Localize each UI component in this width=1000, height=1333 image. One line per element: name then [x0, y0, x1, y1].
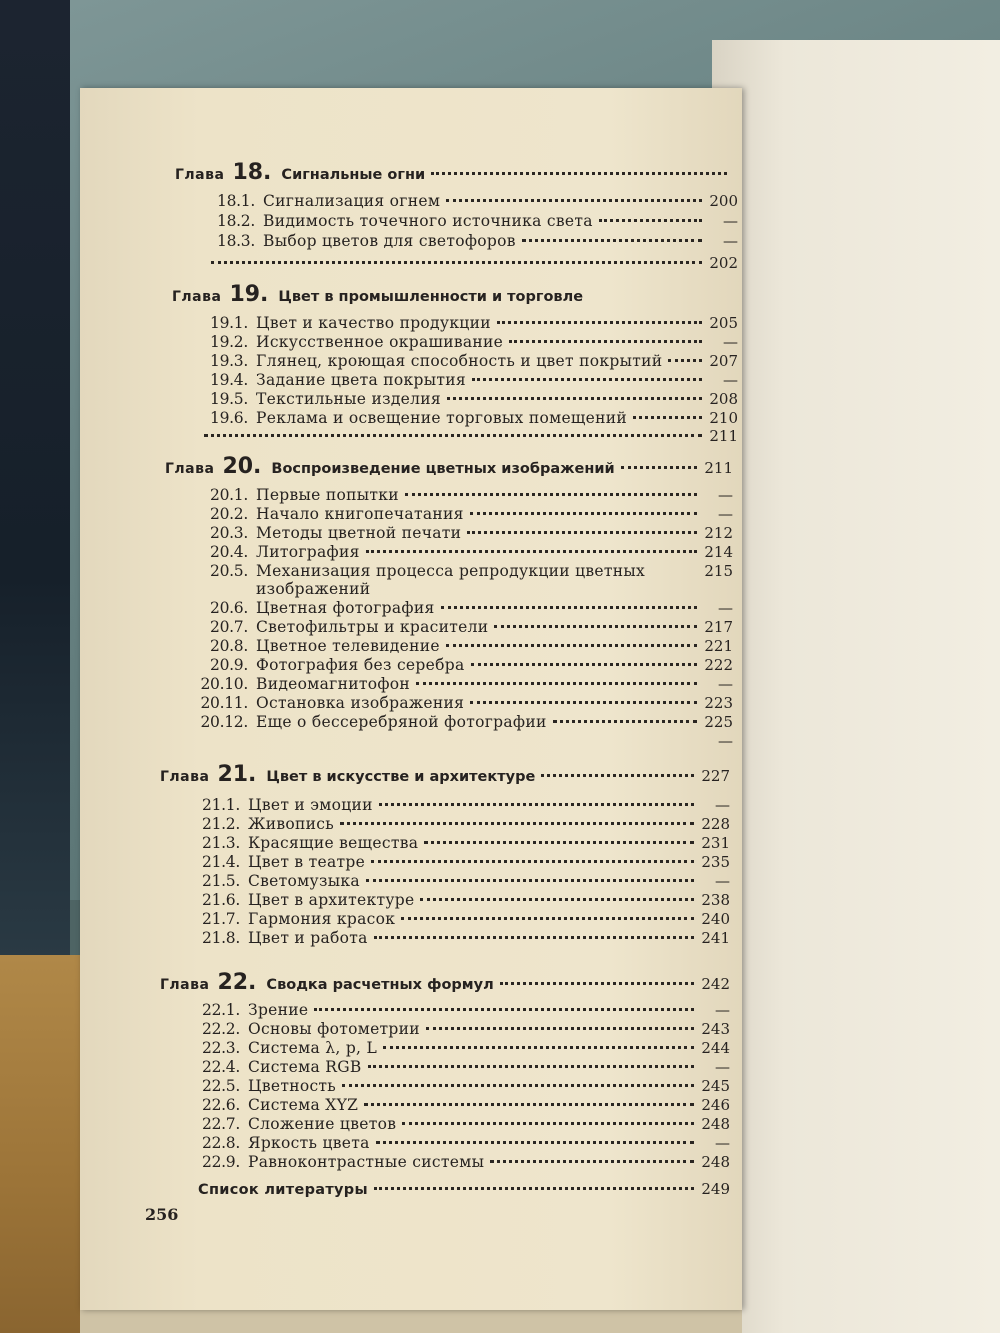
section-page: — [715, 872, 730, 890]
dot-leader [211, 261, 702, 264]
chapter-label: Глава [175, 167, 225, 183]
toc-entry [198, 314, 738, 334]
toc-entry [198, 543, 733, 563]
facing-blank-page [712, 40, 1000, 1333]
dot-leader [497, 321, 702, 324]
chapter-20-heading [165, 454, 733, 480]
section-title: Живопись [248, 815, 334, 833]
dot-leader [374, 1187, 694, 1190]
section-number: 20.12. [200, 713, 248, 731]
toc-entry [205, 254, 738, 274]
section-page: 212 [704, 524, 733, 542]
section-number: 18.3. [217, 232, 255, 250]
section-page: — [715, 1058, 730, 1076]
section-page: 211 [709, 427, 738, 445]
section-number: 21.6. [202, 891, 240, 909]
dot-leader [416, 682, 697, 685]
chapter-title: Сигнальные огни [281, 167, 426, 183]
dot-leader [402, 1122, 694, 1125]
toc-entry [190, 872, 730, 892]
section-number: 22.8. [202, 1134, 240, 1152]
section-title: Видеомагнитофон [256, 675, 411, 693]
dot-leader [633, 416, 702, 419]
dot-leader [383, 1046, 694, 1049]
toc-entry [190, 834, 730, 854]
section-number: 20.4. [210, 543, 248, 561]
dot-leader [374, 936, 694, 939]
dot-leader [522, 239, 702, 242]
chapter-number: 19. [229, 282, 269, 307]
section-number: 22.1. [202, 1001, 240, 1019]
book-page [80, 88, 742, 1310]
section-title: Выбор цветов для светофоров [263, 232, 516, 250]
section-page: 208 [709, 390, 738, 408]
toc-entry-bibliography [198, 1180, 730, 1200]
dot-leader [599, 219, 702, 222]
dot-leader [401, 917, 694, 920]
dot-leader [420, 898, 694, 901]
toc-entry [198, 562, 733, 582]
chapter-19-heading [172, 282, 738, 308]
dot-leader [366, 879, 694, 882]
toc-entry [190, 815, 730, 835]
dot-leader [204, 739, 697, 742]
chapter-title: Цвет в искусстве и архитектуре [266, 769, 536, 785]
section-page: 214 [704, 543, 733, 561]
section-page: — [723, 232, 738, 250]
section-page: 248 [701, 1153, 730, 1171]
section-page: 240 [701, 910, 730, 928]
toc-entry [190, 1096, 730, 1116]
section-page: 243 [701, 1020, 730, 1038]
toc-entry [205, 212, 738, 232]
section-number: 22.5. [202, 1077, 240, 1095]
section-title: Яркость цвета [248, 1134, 370, 1152]
section-title: Система λ, p, L [248, 1039, 378, 1057]
section-title: Начало книгопечатания [256, 505, 464, 523]
section-title: Остановка изображения [256, 694, 465, 712]
section-page: — [718, 599, 733, 617]
section-title: Механизация процесса репродукции цветных [256, 562, 646, 580]
section-number: 19.6. [210, 409, 248, 427]
section-page: 221 [704, 637, 733, 655]
section-number: 21.5. [202, 872, 240, 890]
chapter-title: Сводка расчетных формул [266, 977, 494, 993]
section-title: Светофильтры и красители [256, 618, 489, 636]
toc-entry [190, 910, 730, 930]
toc-entry [198, 675, 733, 695]
chapter-page: 242 [701, 975, 730, 993]
chapter-number: 21. [217, 762, 257, 787]
section-number: 20.10. [200, 675, 248, 693]
chapter-title: Воспроизведение цветных изображений [271, 461, 615, 477]
section-title: Равноконтрастные системы [248, 1153, 485, 1171]
chapter-page: 211 [704, 459, 733, 477]
toc-entry [198, 599, 733, 619]
toc-entry [190, 853, 730, 873]
section-title: Светомузыка [248, 872, 360, 890]
dot-leader [441, 606, 697, 609]
dot-leader [364, 1103, 694, 1106]
dot-leader [509, 340, 702, 343]
dot-leader [500, 982, 694, 985]
table-of-contents [80, 88, 742, 1310]
background-dark-fabric [0, 0, 70, 960]
section-number: 20.1. [210, 486, 248, 504]
section-number: 21.4. [202, 853, 240, 871]
section-page: — [715, 1134, 730, 1152]
dot-leader [446, 199, 702, 202]
chapter-label: Глава [172, 289, 222, 305]
section-number: 19.2. [210, 333, 248, 351]
toc-entry [198, 371, 738, 391]
dot-leader [431, 172, 727, 175]
section-page: 215 [704, 562, 733, 580]
section-page: — [718, 675, 733, 693]
section-page: — [723, 333, 738, 351]
toc-entry [198, 656, 733, 676]
toc-entry [190, 1020, 730, 1040]
chapter-page: 227 [701, 767, 730, 785]
dot-leader [371, 860, 694, 863]
toc-entry [198, 427, 738, 447]
dot-leader [340, 822, 694, 825]
dot-leader [472, 378, 702, 381]
section-page: 245 [701, 1077, 730, 1095]
section-number: 20.5. [210, 562, 248, 580]
section-number: 21.2. [202, 815, 240, 833]
section-title: Цветность [248, 1077, 337, 1095]
toc-entry [198, 486, 733, 506]
toc-entry [198, 732, 733, 752]
dot-leader [494, 625, 697, 628]
section-title: Реклама и освещение торговых помещений [256, 409, 627, 427]
section-number: 21.1. [202, 796, 240, 814]
section-title: Зрение [248, 1001, 309, 1019]
section-number: 18.1. [217, 192, 255, 210]
dot-leader [366, 550, 697, 553]
section-page: 205 [709, 314, 738, 332]
section-title: Цвет и эмоции [248, 796, 373, 814]
section-title: Методы цветной печати [256, 524, 462, 542]
chapter-label: Глава [160, 977, 210, 993]
toc-entry [198, 524, 733, 544]
toc-entry [190, 796, 730, 816]
chapter-number: 18. [232, 160, 272, 185]
chapter-label: Глава [160, 769, 210, 785]
dot-leader [668, 359, 702, 362]
section-title: Искусственное окрашивание [256, 333, 504, 351]
section-page: 217 [704, 618, 733, 636]
section-page: 231 [701, 834, 730, 852]
toc-entry [205, 192, 738, 212]
dot-leader [471, 663, 698, 666]
toc-entry [198, 333, 738, 353]
bibliography-page: 249 [701, 1180, 730, 1198]
dot-leader [470, 701, 697, 704]
dot-leader [553, 720, 697, 723]
toc-entry [198, 390, 738, 410]
section-number: 22.9. [202, 1153, 240, 1171]
section-page: — [723, 212, 738, 230]
section-title: Красящие вещества [248, 834, 419, 852]
toc-entry [198, 352, 738, 372]
section-number: 22.6. [202, 1096, 240, 1114]
section-page: — [723, 371, 738, 389]
section-page: 210 [709, 409, 738, 427]
section-page: — [718, 505, 733, 523]
dot-leader [541, 774, 694, 777]
section-page: 238 [701, 891, 730, 909]
toc-entry [205, 232, 738, 252]
section-number: 20.8. [210, 637, 248, 655]
section-number: 20.6. [210, 599, 248, 617]
section-title: Видимость точечного источника света [263, 212, 593, 230]
section-title: Система RGB [248, 1058, 362, 1076]
dot-leader [424, 841, 694, 844]
section-title: Гармония красок [248, 910, 396, 928]
dot-leader [490, 1160, 694, 1163]
chapter-21-heading [160, 762, 730, 788]
section-number: 22.2. [202, 1020, 240, 1038]
section-number: 20.9. [210, 656, 248, 674]
section-page: 244 [701, 1039, 730, 1057]
section-page: 207 [709, 352, 738, 370]
section-number: 21.8. [202, 929, 240, 947]
section-page: 225 [704, 713, 733, 731]
section-number: 19.3. [210, 352, 248, 370]
section-number: 20.3. [210, 524, 248, 542]
section-number: 20.7. [210, 618, 248, 636]
chapter-title: Цвет в промышленности и торговле [278, 289, 584, 305]
section-page: 241 [701, 929, 730, 947]
section-page: 222 [704, 656, 733, 674]
section-number: 19.1. [210, 314, 248, 332]
dot-leader [447, 397, 702, 400]
chapter-number: 20. [222, 454, 262, 479]
toc-entry [190, 1077, 730, 1097]
toc-entry [190, 1058, 730, 1078]
section-number: 22.3. [202, 1039, 240, 1057]
section-number: 19.5. [210, 390, 248, 408]
toc-entry [198, 409, 738, 429]
section-page: 248 [701, 1115, 730, 1133]
dot-leader [314, 1008, 694, 1011]
section-page: 246 [701, 1096, 730, 1114]
toc-entry [190, 1001, 730, 1021]
toc-entry [190, 891, 730, 911]
section-title: Задание цвета покрытия [256, 371, 466, 389]
section-page: 235 [701, 853, 730, 871]
bibliography-title: Список литературы [198, 1182, 368, 1198]
section-title: Глянец, кроющая способность и цвет покрытий [256, 352, 663, 370]
section-page: 200 [709, 192, 738, 210]
section-title: Первые попытки [256, 486, 399, 504]
section-page: — [715, 796, 730, 814]
dot-leader [368, 1065, 694, 1068]
toc-entry [198, 618, 733, 638]
chapter-18-heading [175, 160, 733, 186]
page-number: 256 [145, 1205, 179, 1224]
section-title: изображений [256, 580, 371, 598]
section-title: Фотография без серебра [256, 656, 465, 674]
section-page: 228 [701, 815, 730, 833]
section-title: Цвет в театре [248, 853, 366, 871]
section-title: Основы фотометрии [248, 1020, 420, 1038]
toc-entry [198, 713, 733, 733]
dot-leader [446, 644, 697, 647]
section-number: 19.4. [210, 371, 248, 389]
toc-entry-continuation [198, 580, 733, 600]
section-title: Цветное телевидение [256, 637, 440, 655]
section-title: Еще о бессеребряной фотографии [256, 713, 547, 731]
dot-leader [621, 466, 697, 469]
section-title: Система XYZ [248, 1096, 359, 1114]
section-title: Текстильные изделия [256, 390, 441, 408]
section-number: 21.3. [202, 834, 240, 852]
dot-leader [651, 569, 697, 572]
section-page: — [718, 486, 733, 504]
section-page: 223 [704, 694, 733, 712]
section-page: — [718, 732, 733, 750]
dot-leader [204, 434, 702, 437]
dot-leader [379, 803, 694, 806]
dot-leader [342, 1084, 694, 1087]
section-title: Цвет и качество продукции [256, 314, 491, 332]
section-title: Цветная фотография [256, 599, 435, 617]
section-page: — [715, 1001, 730, 1019]
section-number: 21.7. [202, 910, 240, 928]
dot-leader [405, 493, 697, 496]
section-title: Цвет и работа [248, 929, 368, 947]
chapter-number: 22. [217, 970, 257, 995]
dot-leader [376, 1141, 694, 1144]
toc-entry [190, 1134, 730, 1154]
toc-entry [190, 1039, 730, 1059]
toc-entry [190, 1153, 730, 1173]
toc-entry [198, 505, 733, 525]
section-number: 22.4. [202, 1058, 240, 1076]
dot-leader [470, 512, 697, 515]
section-number: 20.11. [200, 694, 248, 712]
toc-entry [190, 929, 730, 949]
section-number: 20.2. [210, 505, 248, 523]
section-number: 18.2. [217, 212, 255, 230]
toc-entry [190, 1115, 730, 1135]
dot-leader [426, 1027, 694, 1030]
section-title: Сложение цветов [248, 1115, 397, 1133]
section-title: Литография [256, 543, 360, 561]
section-page: 202 [709, 254, 738, 272]
dot-leader [467, 531, 697, 534]
toc-entry [198, 694, 733, 714]
section-title: Сигнализация огнем [263, 192, 441, 210]
section-number: 22.7. [202, 1115, 240, 1133]
chapter-label: Глава [165, 461, 215, 477]
chapter-22-heading [160, 970, 730, 996]
section-title: Цвет в архитектуре [248, 891, 415, 909]
toc-entry [198, 637, 733, 657]
